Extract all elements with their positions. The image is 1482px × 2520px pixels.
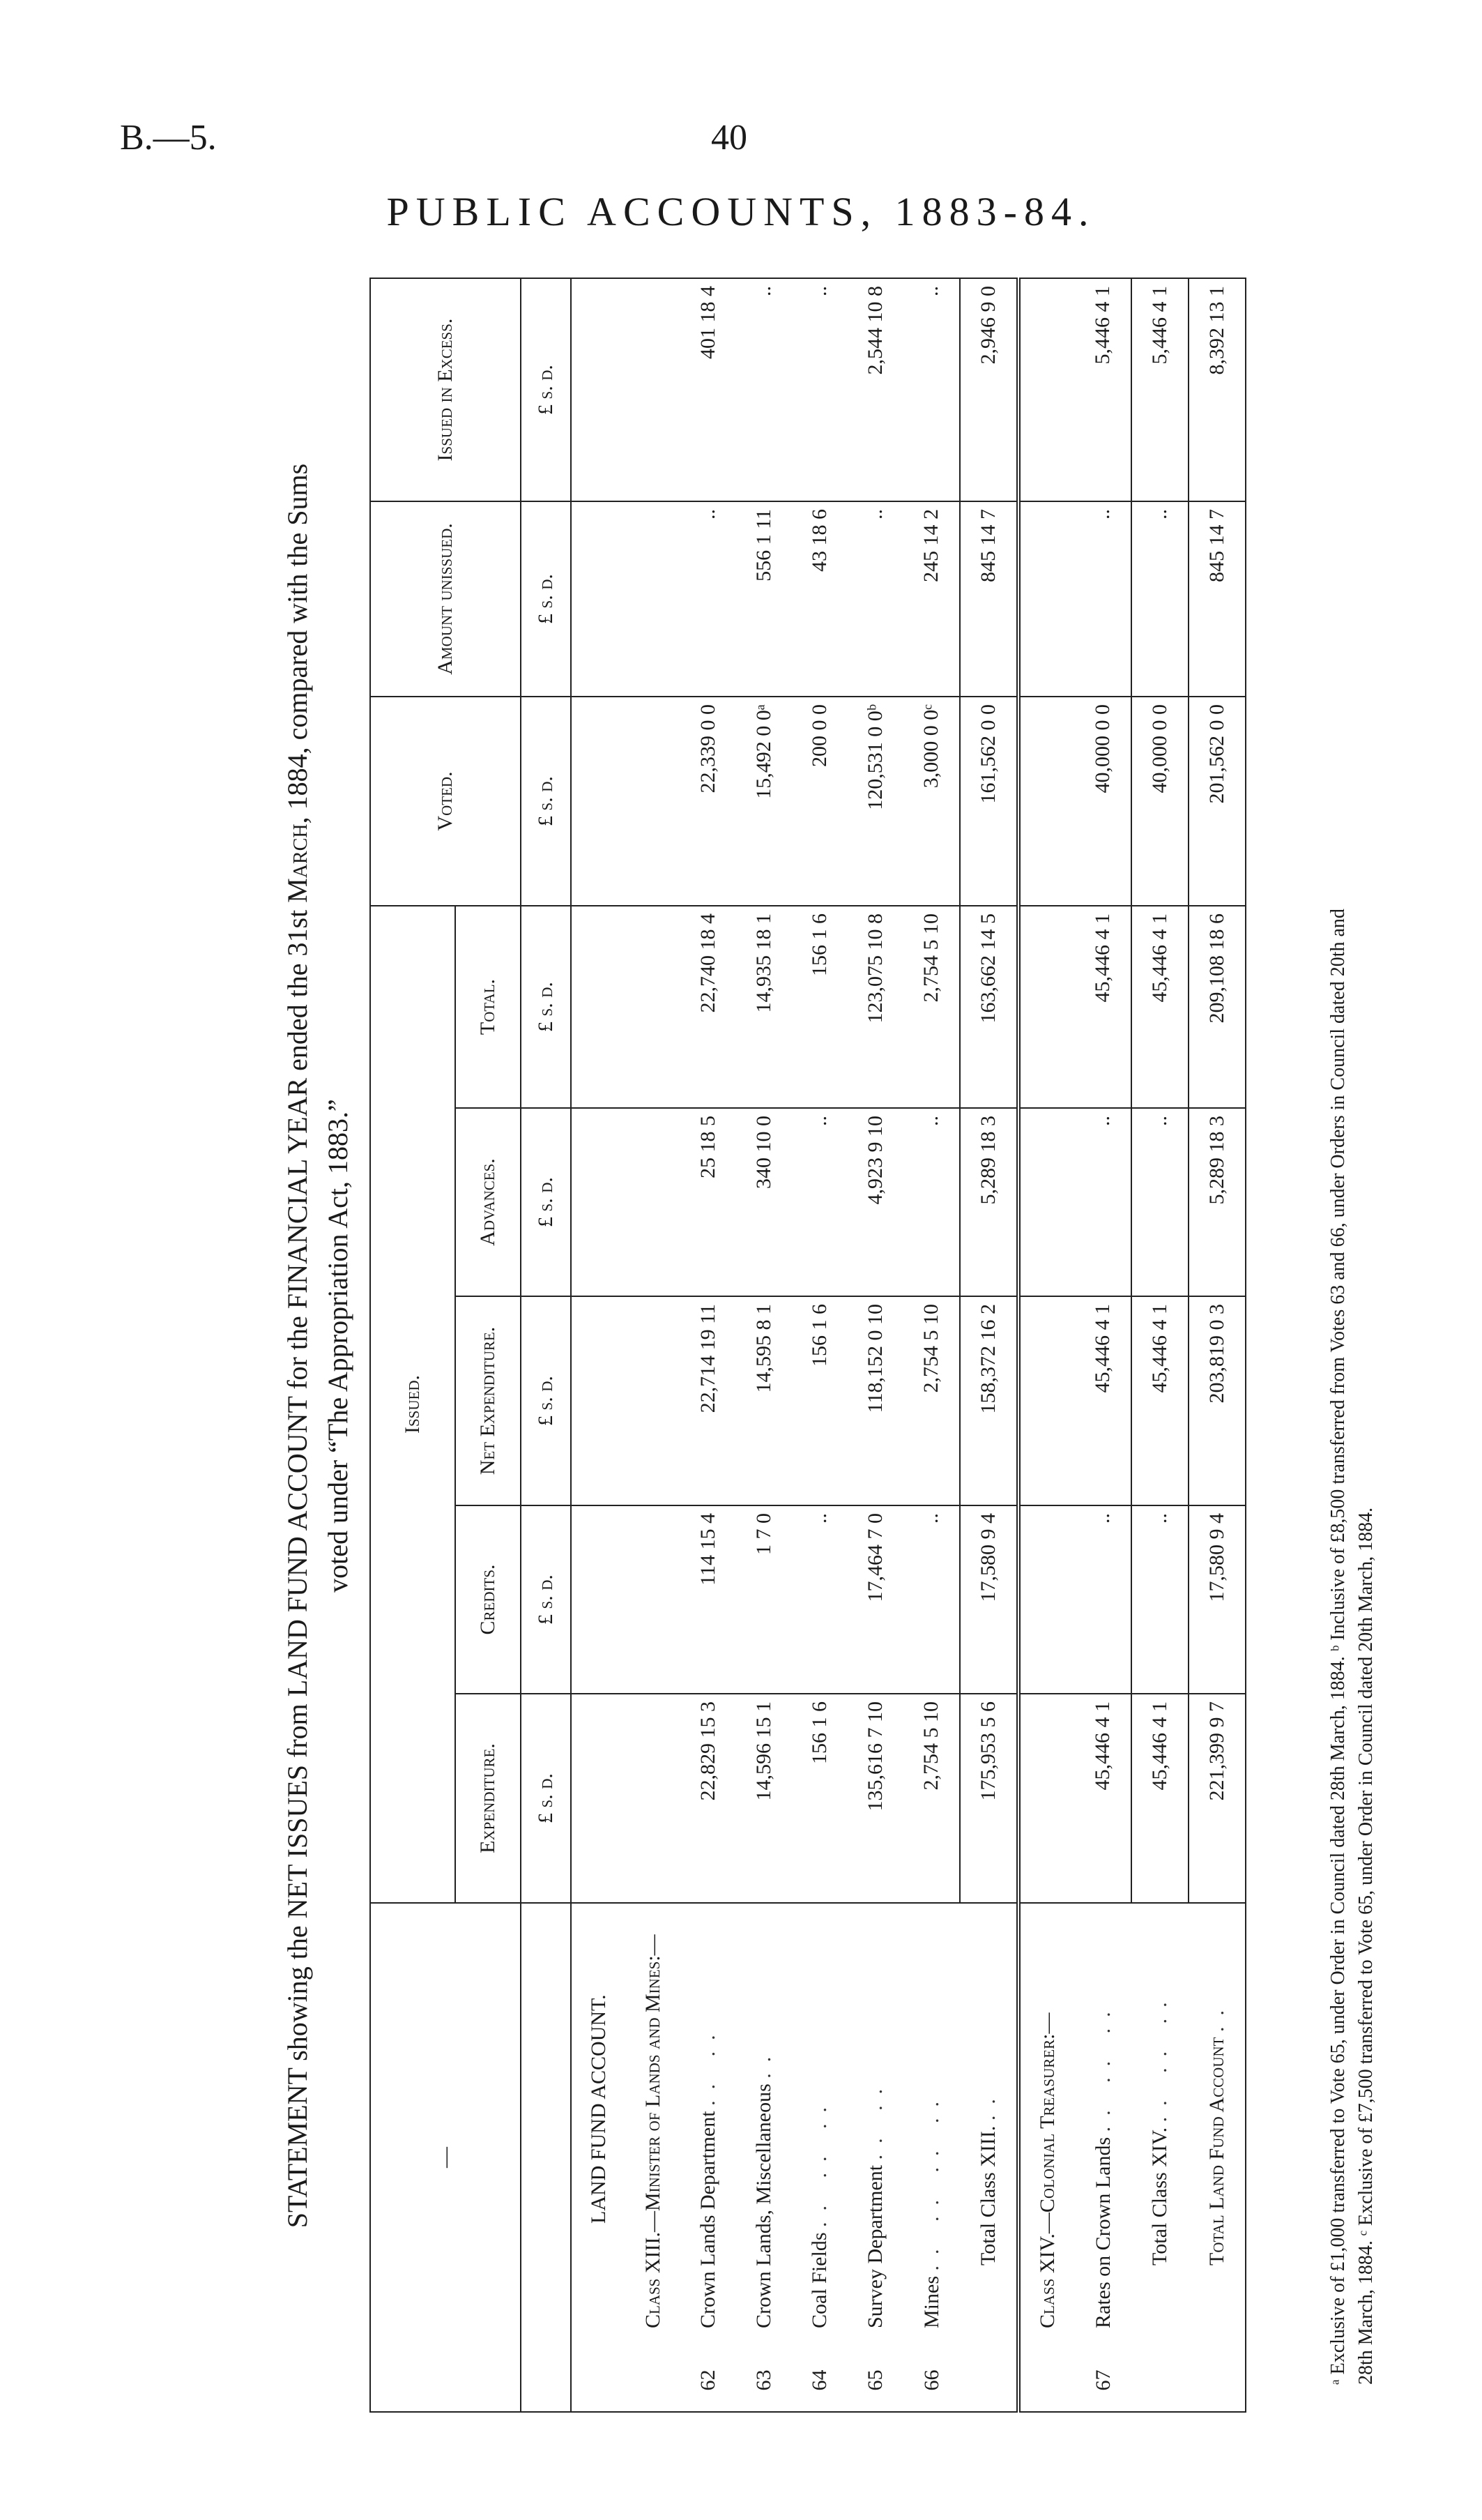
statement-line-1-a: STATEMENT showing the NET ISSUES from LAND FUND ACCOUNT for the FINANCIAL YEAR ended the 31st [282, 902, 313, 2229]
credits-cell: 114 15 4 [680, 1505, 736, 1694]
units-blank [521, 1903, 571, 2412]
excess-cell: 5,446 4 1 [1131, 278, 1189, 501]
credits-cell: .. [903, 1505, 960, 1694]
unissued-cell: .. [1131, 501, 1189, 697]
voted-cell: 120,531 0 0ᵇ [848, 697, 903, 906]
dot-leaders: .. .. .. [1091, 2001, 1115, 2132]
row-label-text: Total Class XIV. [1148, 2127, 1171, 2265]
advances-cell: 25 18 5 [680, 1108, 736, 1296]
row-label-text: Coal Fields [808, 2232, 831, 2328]
header-net-expenditure: Net Expenditure. [455, 1296, 521, 1505]
unissued-cell: 556 1 11 [736, 501, 792, 697]
net-expenditure-cell: 118,152 0 10 [848, 1296, 903, 1505]
page-reference: B.—5. [120, 118, 217, 158]
row-label [792, 1903, 848, 2349]
unissued-cell: .. [680, 501, 736, 697]
vote-cell [626, 2349, 680, 2412]
header-amount-unissued: Amount unissued. [370, 501, 521, 697]
row-label [848, 1903, 903, 2349]
dot-leaders: .. [752, 2045, 775, 2079]
dot-leaders: .. .. .. [808, 2095, 831, 2227]
voted-cell: 15,492 0 0ᵃ [736, 697, 792, 906]
class-13-title: Class XIII.—Minister of Lands and Mines:— [641, 1934, 664, 2328]
row-label [1189, 1903, 1246, 2349]
dot-leaders: .. [976, 2088, 1000, 2121]
credits-cell: 17,580 9 4 [960, 1505, 1018, 1694]
expenditure-cell: 156 1 6 [792, 1694, 848, 1903]
class-13-title-row [626, 278, 680, 2412]
unissued-cell: 245 14 2 [903, 501, 960, 697]
dot-leaders: .. .. [696, 2024, 719, 2106]
table-row [1075, 278, 1131, 2412]
total-class-14-row [1131, 278, 1189, 2412]
voted-cell: 22,339 0 0 [680, 697, 736, 906]
net-expenditure-cell: 203,819 0 3 [1189, 1296, 1246, 1505]
expenditure-cell: 14,596 15 1 [736, 1694, 792, 1903]
table-row [848, 278, 903, 2412]
voted-cell: 40,000 0 0 [1075, 697, 1131, 906]
net-expenditure-cell: 45,446 4 1 [1131, 1296, 1189, 1505]
total-cell: 22,740 18 4 [680, 906, 736, 1108]
total-cell: 156 1 6 [792, 906, 848, 1108]
excess-cell: 2,946 9 0 [960, 278, 1018, 501]
row-label-text: Survey Department [864, 2164, 887, 2328]
row-label-text: Rates on Crown Lands [1091, 2136, 1115, 2328]
vote-number: 63 [752, 2369, 775, 2391]
table-row [903, 278, 960, 2412]
total-cell: 14,935 18 1 [736, 906, 792, 1108]
units-excess: £ s. d. [521, 278, 571, 501]
footnote-line-1: ᵃ Exclusive of £1,000 transferred to Vote 65, under Order in Council dated 28th March, 1884. ᵇ Inclusive of £8,500 transferred from Votes 63 and 66, under Orders in Council dated 20th and [1327, 909, 1349, 2385]
dot-leaders: .. .. .. .. [919, 2090, 943, 2271]
account-title: LAND FUND ACCOUNT. [587, 1994, 610, 2224]
table-row [736, 278, 792, 2412]
voted-cell: 3,000 0 0ᶜ [903, 697, 960, 906]
row-label [680, 1903, 736, 2349]
vote-cell [1018, 2349, 1075, 2412]
header-row-top [370, 278, 455, 2412]
header-advances: Advances. [455, 1108, 521, 1296]
header-total: Total. [455, 906, 521, 1108]
ledger-table-wrapper [369, 279, 1276, 2413]
credits-cell: 17,580 9 4 [1189, 1505, 1246, 1694]
row-label [1131, 1903, 1189, 2349]
excess-cell: 8,392 13 1 [1189, 278, 1246, 501]
dot-leaders: .. .. .. [1148, 1991, 1171, 2123]
row-label [736, 1903, 792, 2349]
total-cell: 163,662 14 5 [960, 906, 1018, 1108]
footnotes [1324, 293, 1380, 2385]
total-cell: 45,446 4 1 [1131, 906, 1189, 1108]
header-expenditure: Expenditure. [455, 1694, 521, 1903]
vote-number: 65 [864, 2369, 887, 2391]
units-expenditure: £ s. d. [521, 1694, 571, 1903]
unissued-cell: .. [848, 501, 903, 697]
credits-cell: 17,464 7 0 [848, 1505, 903, 1694]
table-row [680, 278, 736, 2412]
units-advances: £ s. d. [521, 1108, 571, 1296]
unissued-cell: 845 14 7 [1189, 501, 1246, 697]
statement-line-1-b: , 1884, compared with the Sums [282, 463, 313, 824]
statement-line-1 [277, 307, 318, 2385]
unissued-cell: 43 18 6 [792, 501, 848, 697]
advances-cell: 5,289 18 3 [960, 1108, 1018, 1296]
excess-cell: .. [736, 278, 792, 501]
row-label-text: Total Land Fund Account [1205, 2037, 1228, 2265]
header-blank: — [370, 1903, 521, 2412]
excess-cell: 2,544 10 8 [848, 278, 903, 501]
table-row [792, 278, 848, 2412]
credits-cell: .. [792, 1505, 848, 1694]
dot-leaders: .. .. [864, 2077, 887, 2160]
header-issued: Issued. [370, 906, 455, 1903]
advances-cell: .. [792, 1108, 848, 1296]
units-unissued: £ s. d. [521, 501, 571, 697]
total-class-13-row [960, 278, 1018, 2412]
grand-total-row [1189, 278, 1246, 2412]
expenditure-cell: 22,829 15 3 [680, 1694, 736, 1903]
expenditure-cell: 135,616 7 10 [848, 1694, 903, 1903]
voted-cell: 40,000 0 0 [1131, 697, 1189, 906]
credits-cell: 1 7 0 [736, 1505, 792, 1694]
expenditure-cell: 175,953 5 6 [960, 1694, 1018, 1903]
footnote-line-2: 28th March, 1884. ᶜ Exclusive of £7,500 transferred to Vote 65, under Order in Council dated 20th March, 1884. [1355, 1507, 1377, 2385]
header-units-row [521, 278, 571, 2412]
class-14-title: Class XIV.—Colonial Treasurer:— [1018, 1903, 1075, 2349]
header-credits: Credits. [455, 1505, 521, 1694]
advances-cell: .. [903, 1108, 960, 1296]
advances-cell: 4,923 9 10 [848, 1108, 903, 1296]
row-label [1075, 1903, 1131, 2349]
advances-cell: 5,289 18 3 [1189, 1108, 1246, 1296]
unissued-cell: .. [1075, 501, 1131, 697]
units-net: £ s. d. [521, 1296, 571, 1505]
total-cell: 123,075 10 8 [848, 906, 903, 1108]
vote-number: 62 [696, 2369, 719, 2391]
row-label-text: Total Class XIII. [976, 2125, 1000, 2265]
page-title: PUBLIC ACCOUNTS, 1883-84. [386, 189, 1096, 234]
net-expenditure-cell: 156 1 6 [792, 1296, 848, 1505]
advances-cell: .. [1075, 1108, 1131, 1296]
class-14-title-row [1018, 278, 1075, 2412]
vote-number: 64 [808, 2369, 831, 2391]
vote-cell [571, 2349, 626, 2412]
account-title-row [571, 278, 626, 2412]
vote-number: 66 [919, 2369, 943, 2391]
row-label [960, 1903, 1018, 2349]
vote-cell [960, 2349, 1018, 2412]
vote-cell [1131, 2349, 1189, 2412]
vote-cell [1189, 2349, 1246, 2412]
rotated-statement-sheet [258, 279, 1443, 2413]
page-number: 40 [711, 118, 747, 158]
total-cell: 2,754 5 10 [903, 906, 960, 1108]
expenditure-cell: 45,446 4 1 [1131, 1694, 1189, 1903]
total-cell: 209,108 18 6 [1189, 906, 1246, 1108]
excess-cell: 5,446 4 1 [1075, 278, 1131, 501]
advances-cell: 340 10 0 [736, 1108, 792, 1296]
net-expenditure-cell: 158,372 16 2 [960, 1296, 1018, 1505]
header-voted: Voted. [370, 697, 521, 906]
credits-cell: .. [1075, 1505, 1131, 1694]
net-expenditure-cell: 45,446 4 1 [1075, 1296, 1131, 1505]
header-issued-in-excess: Issued in Excess. [370, 278, 521, 501]
net-expenditure-cell: 22,714 19 11 [680, 1296, 736, 1505]
advances-cell: .. [1131, 1108, 1189, 1296]
row-label [903, 1903, 960, 2349]
dot-leaders: .. [1205, 1999, 1228, 2033]
total-cell: 45,446 4 1 [1075, 906, 1131, 1108]
row-label-text: Crown Lands, Miscellaneous [752, 2083, 775, 2328]
expenditure-cell: 45,446 4 1 [1075, 1694, 1131, 1903]
statement-heading [277, 307, 358, 2385]
vote-number: 67 [1091, 2369, 1115, 2391]
voted-cell: 201,562 0 0 [1189, 697, 1246, 906]
units-total: £ s. d. [521, 906, 571, 1108]
voted-cell: 200 0 0 [792, 697, 848, 906]
credits-cell: .. [1131, 1505, 1189, 1694]
row-label-text: Mines [919, 2276, 943, 2328]
net-expenditure-cell: 14,595 8 1 [736, 1296, 792, 1505]
unissued-cell: 845 14 7 [960, 501, 1018, 697]
excess-cell: .. [792, 278, 848, 501]
statement-line-1-month: March [282, 823, 313, 903]
units-voted: £ s. d. [521, 697, 571, 906]
voted-cell: 161,562 0 0 [960, 697, 1018, 906]
expenditure-cell: 221,399 9 7 [1189, 1694, 1246, 1903]
row-label-text: Crown Lands Department [696, 2111, 719, 2328]
net-expenditure-cell: 2,754 5 10 [903, 1296, 960, 1505]
expenditure-cell: 2,754 5 10 [903, 1694, 960, 1903]
excess-cell: 401 18 4 [680, 278, 736, 501]
excess-cell: .. [903, 278, 960, 501]
ledger-table [369, 278, 1246, 2413]
units-credits: £ s. d. [521, 1505, 571, 1694]
statement-line-2: voted under “The Appropriation Act, 1883.” [322, 1099, 353, 1593]
